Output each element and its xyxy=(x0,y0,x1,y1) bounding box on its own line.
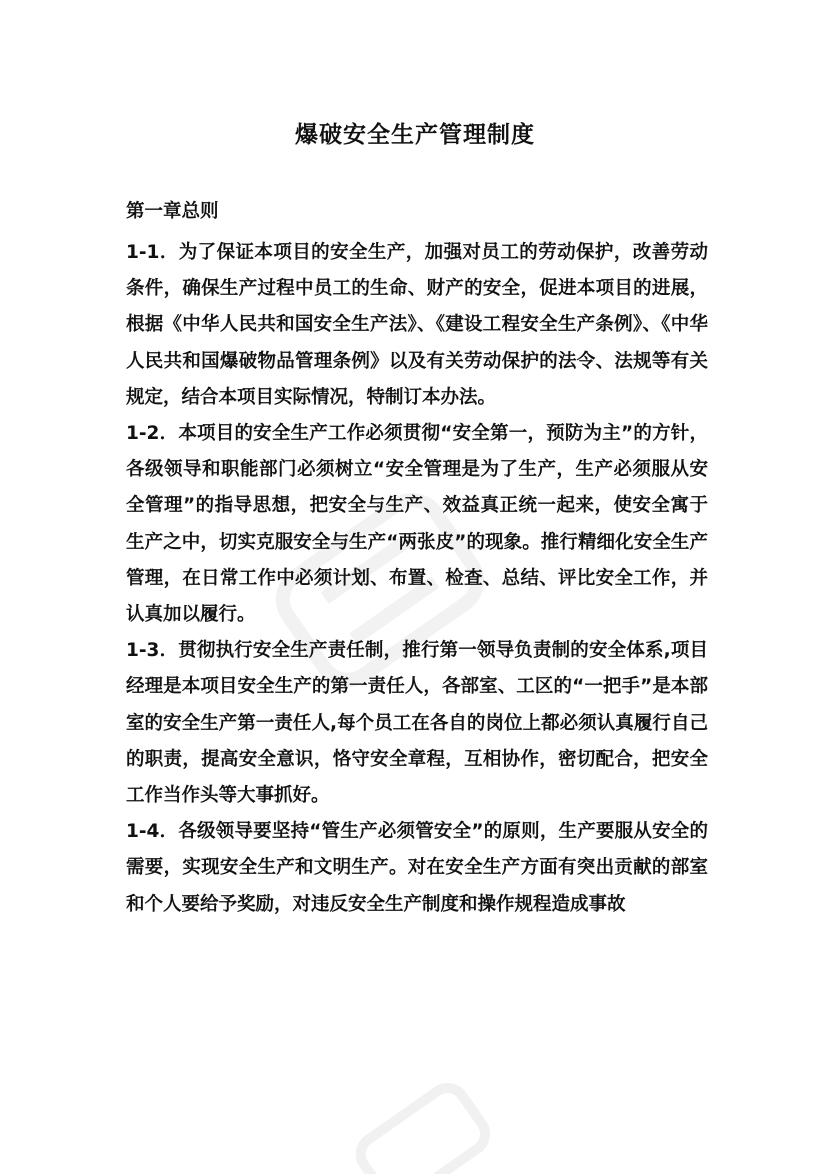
paragraph-1-4: 1-4．各级领导要坚持“管生产必须管安全”的原则，生产要服从安全的需要，实现安全生产和文明生产。对在安全生产方面有突出贡献的部室和个人要给予奖励，对违反安全生产制度和操作规程造成事故 xyxy=(126,821,708,915)
paragraph-1-1: 1-1．为了保证本项目的安全生产，加强对员工的劳动保护，改善劳动条件，确保生产过程中员工的生命、财产的安全，促进本项目的进展，根据《中华人民共和国安全生产法》、《建设工程安全生产条例》、《中华人民共和国爆破物品管理条例》以及有关劳动保护的法令、法规等有关规定，结合本项目实际情况，特制订本办法。 xyxy=(126,242,708,408)
paragraph-1-2: 1-2．本项目的安全生产工作必须贯彻“安全第一，预防为主”的方针，各级领导和职能部门必须树立“安全管理是为了生产，生产必须服从安全管理”的指导思想，把安全与生产、效益真正统一起来，使安全寓于生产之中，切实克服安全与生产“两张皮”的现象。推行精细化安全生产管理，在日常工作中必须计划、布置、检查、总结、评比安全工作，并认真加以履行。 xyxy=(126,423,708,626)
watermark-fragment-icon xyxy=(340,1080,500,1174)
page-title: 爆破安全生产管理制度 xyxy=(295,122,535,148)
document-body xyxy=(126,235,708,923)
paragraph-1-3: 1-3．贯彻执行安全生产责任制，推行第一领导负责制的安全体系,项目经理是本项目安全生产的第一责任人，各部室、工区的“一把手”是本部室的安全生产第一责任人,每个员工在各自的岗位上都必须认真履行自己的职责，提高安全意识，恪守安全章程，互相协作，密切配合，把安全工作当作头等大事抓好。 xyxy=(126,640,708,807)
chapter-heading: 第一章总则 xyxy=(126,201,219,222)
